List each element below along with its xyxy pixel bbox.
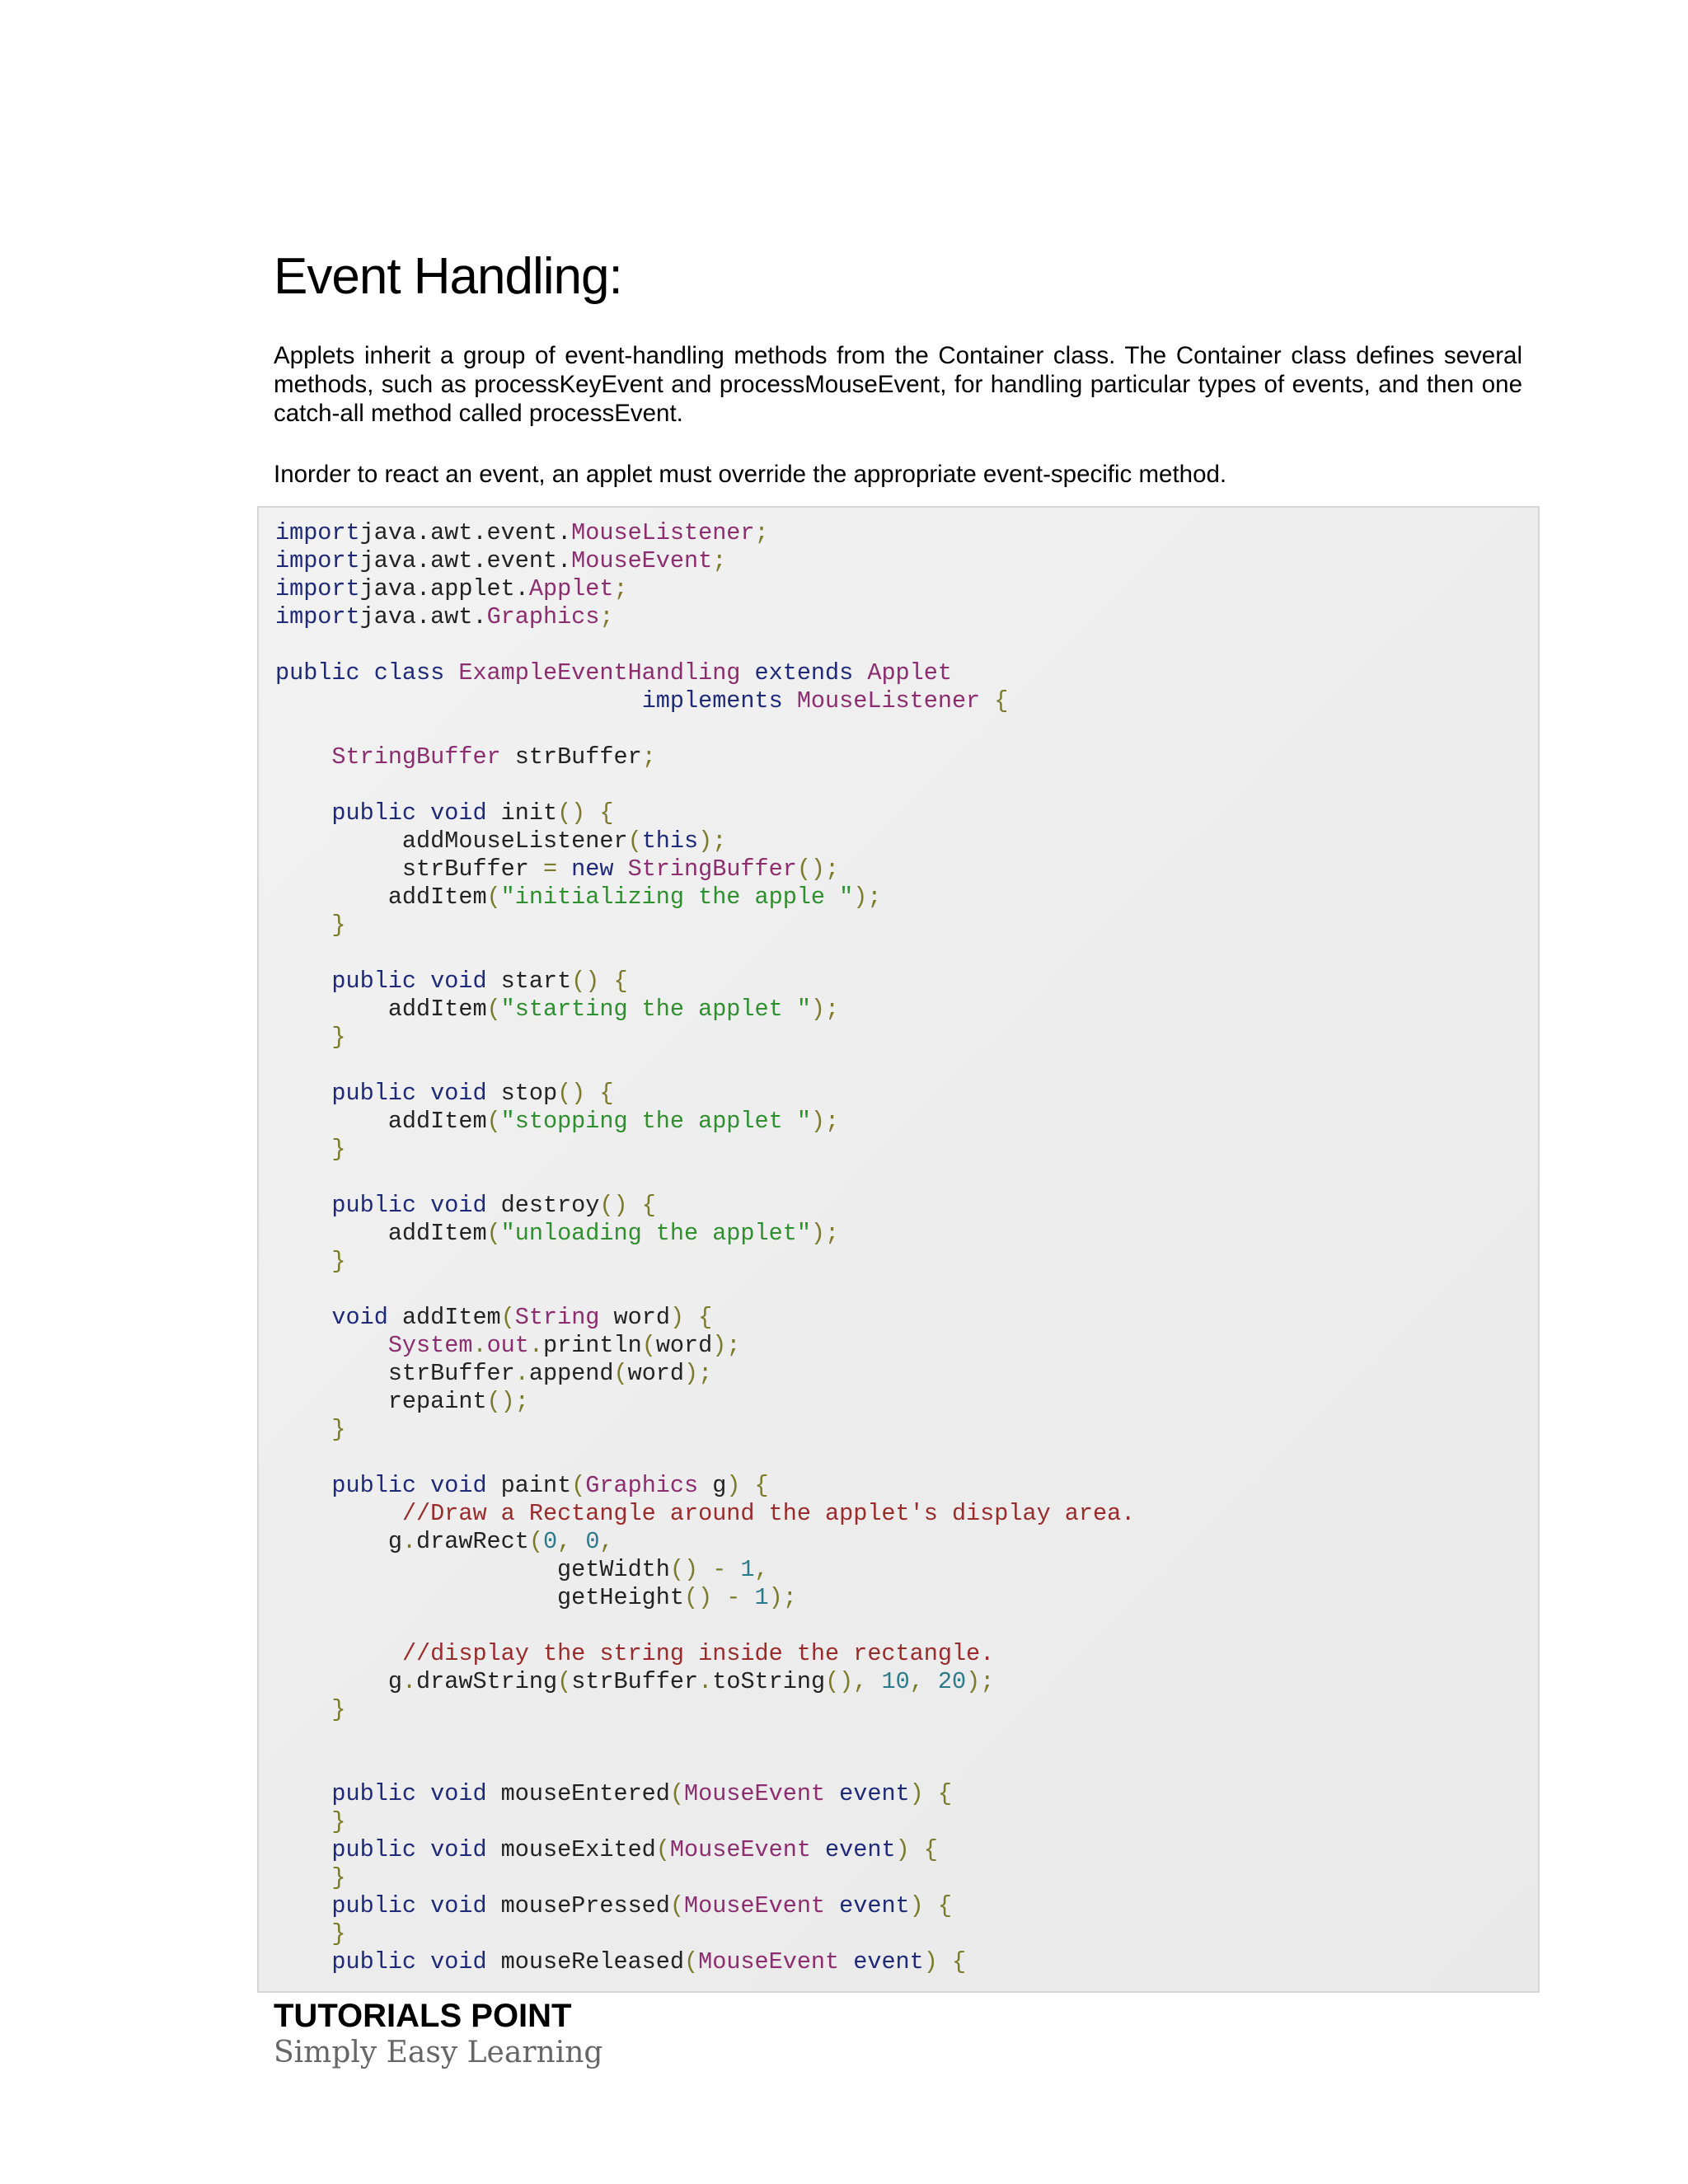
code-line bbox=[275, 996, 1135, 1024]
code-token: } bbox=[331, 912, 346, 939]
code-token: ) { bbox=[669, 1304, 713, 1331]
code-token: extends bbox=[754, 659, 868, 687]
code-token: () { bbox=[557, 1080, 614, 1107]
code-token: getHeight bbox=[275, 1584, 684, 1611]
code-line bbox=[275, 1584, 1135, 1612]
code-token bbox=[275, 1024, 331, 1051]
code-token: ; bbox=[712, 547, 727, 574]
code-token: Graphics bbox=[585, 1472, 713, 1499]
code-token: java.awt. bbox=[359, 603, 487, 630]
code-token: addItem bbox=[401, 1304, 501, 1331]
code-token: ( bbox=[669, 1780, 684, 1807]
code-token: this bbox=[641, 827, 699, 855]
code-token: public void bbox=[331, 968, 501, 995]
code-token: ( bbox=[627, 827, 642, 855]
code-token: word bbox=[613, 1304, 670, 1331]
code-token: addItem bbox=[275, 1220, 487, 1247]
code-token: ) { bbox=[923, 1948, 967, 1975]
code-token: (), bbox=[825, 1668, 882, 1695]
code-token: . bbox=[401, 1668, 417, 1695]
code-line bbox=[275, 519, 1135, 547]
code-token: MouseListener bbox=[796, 687, 995, 715]
code-token: . bbox=[698, 1668, 713, 1695]
code-token: init bbox=[500, 799, 558, 827]
code-token bbox=[275, 743, 331, 771]
code-token: java.awt.event. bbox=[359, 547, 572, 574]
code-token: ); bbox=[712, 1332, 741, 1359]
code-token: append bbox=[528, 1360, 614, 1387]
code-token bbox=[275, 912, 331, 939]
code-token bbox=[275, 1416, 331, 1443]
code-token bbox=[275, 1192, 331, 1219]
code-token: } bbox=[331, 1696, 346, 1723]
footer-tagline: Simply Easy Learning bbox=[274, 2036, 603, 2069]
code-token: ); bbox=[966, 1668, 995, 1695]
code-line bbox=[275, 1024, 1135, 1052]
code-token: 1 bbox=[754, 1584, 769, 1611]
section-heading: Event Handling: bbox=[274, 248, 622, 305]
code-line bbox=[275, 1612, 1135, 1640]
code-line bbox=[275, 1304, 1135, 1332]
code-token: . bbox=[401, 1528, 417, 1555]
code-token: addItem bbox=[275, 1108, 487, 1135]
code-token: stop bbox=[500, 1080, 558, 1107]
code-token: ); bbox=[698, 827, 727, 855]
code-token bbox=[275, 1500, 402, 1527]
code-line bbox=[275, 827, 1135, 855]
code-token: MouseEvent bbox=[571, 547, 713, 574]
code-token: implements bbox=[641, 687, 797, 715]
code-line bbox=[275, 1948, 1135, 1976]
code-token bbox=[275, 1892, 331, 1919]
code-token: . bbox=[514, 1360, 529, 1387]
code-token: (); bbox=[486, 1388, 529, 1415]
code-token: (); bbox=[796, 855, 840, 883]
code-line bbox=[275, 1444, 1135, 1472]
code-token: ( bbox=[528, 1528, 543, 1555]
code-token: ( bbox=[486, 996, 501, 1023]
code-token: ) { bbox=[895, 1836, 938, 1863]
code-line bbox=[275, 743, 1135, 771]
code-line bbox=[275, 1388, 1135, 1416]
code-line bbox=[275, 631, 1135, 659]
code-token bbox=[275, 1920, 331, 1947]
code-line bbox=[275, 883, 1135, 912]
code-token: , bbox=[909, 1668, 938, 1695]
code-token: StringBuffer bbox=[627, 855, 797, 883]
code-line bbox=[275, 1724, 1135, 1752]
code-token: "unloading the applet" bbox=[500, 1220, 811, 1247]
code-token: event bbox=[825, 1836, 896, 1863]
code-token bbox=[275, 687, 642, 715]
code-line bbox=[275, 1836, 1135, 1864]
code-token: ( bbox=[571, 1472, 586, 1499]
code-token: addItem bbox=[275, 996, 487, 1023]
code-token: () { bbox=[599, 1192, 656, 1219]
code-token: mouseEntered bbox=[500, 1780, 670, 1807]
intro-paragraph: Applets inherit a group of event-handling methods from the Container class. The Container class defines several methods, such as processKeyEvent and processMouseEvent, for handling particular types of events, and then one catch-all method called processEvent. bbox=[274, 342, 1522, 427]
code-token: StringBuffer bbox=[331, 743, 515, 771]
code-line bbox=[275, 1360, 1135, 1388]
code-line bbox=[275, 1276, 1135, 1304]
code-token: ) { bbox=[726, 1472, 769, 1499]
code-token: drawString bbox=[416, 1668, 558, 1695]
code-token: ); bbox=[810, 996, 840, 1023]
code-line bbox=[275, 1752, 1135, 1780]
code-token: new bbox=[571, 855, 628, 883]
code-token: Applet bbox=[528, 575, 614, 602]
code-line bbox=[275, 799, 1135, 827]
code-token: drawRect bbox=[416, 1528, 529, 1555]
code-line bbox=[275, 1892, 1135, 1920]
code-token: public void bbox=[331, 1472, 501, 1499]
code-token: ; bbox=[754, 519, 769, 546]
code-token: public class bbox=[275, 659, 459, 687]
code-token: () - bbox=[669, 1556, 741, 1583]
code-line bbox=[275, 1640, 1135, 1668]
code-listing bbox=[275, 519, 1135, 1976]
code-token: public void bbox=[331, 1892, 501, 1919]
code-token: event bbox=[853, 1948, 924, 1975]
code-line bbox=[275, 1416, 1135, 1444]
code-token bbox=[275, 1948, 331, 1975]
code-token: toString bbox=[712, 1668, 826, 1695]
code-token: ( bbox=[486, 1108, 501, 1135]
code-token: 1 bbox=[740, 1556, 755, 1583]
code-token: "starting the applet " bbox=[500, 996, 811, 1023]
code-token: strBuffer bbox=[514, 743, 642, 771]
code-token: MouseEvent bbox=[698, 1948, 854, 1975]
code-token bbox=[275, 968, 331, 995]
code-token: 0 bbox=[542, 1528, 558, 1555]
code-token: , bbox=[557, 1528, 586, 1555]
code-token: "stopping the applet " bbox=[500, 1108, 811, 1135]
code-token bbox=[275, 1780, 331, 1807]
code-block bbox=[257, 506, 1540, 1993]
code-token: strBuffer bbox=[571, 1668, 699, 1695]
code-token: ) { bbox=[909, 1780, 952, 1807]
code-line bbox=[275, 855, 1135, 883]
code-line bbox=[275, 1780, 1135, 1808]
code-token bbox=[275, 1304, 331, 1331]
code-token bbox=[275, 799, 331, 827]
code-token: ( bbox=[557, 1668, 572, 1695]
code-line bbox=[275, 1528, 1135, 1556]
code-token: String bbox=[514, 1304, 614, 1331]
code-line bbox=[275, 771, 1135, 799]
code-token: g bbox=[275, 1528, 402, 1555]
code-token: public void bbox=[331, 799, 501, 827]
code-token: word bbox=[655, 1332, 713, 1359]
code-token bbox=[275, 1836, 331, 1863]
code-token: Applet bbox=[867, 659, 952, 687]
code-token: ); bbox=[768, 1584, 797, 1611]
code-token: word bbox=[627, 1360, 685, 1387]
code-token: System bbox=[387, 1332, 473, 1359]
code-token: } bbox=[331, 1864, 346, 1891]
code-token: import bbox=[275, 547, 360, 574]
code-token: Graphics bbox=[486, 603, 600, 630]
code-line bbox=[275, 1080, 1135, 1108]
code-line bbox=[275, 1808, 1135, 1836]
code-token: public void bbox=[331, 1948, 501, 1975]
override-paragraph: Inorder to react an event, an applet must override the appropriate event-specific method. bbox=[274, 461, 1227, 488]
code-token: ( bbox=[486, 1220, 501, 1247]
code-line bbox=[275, 659, 1135, 687]
code-token: } bbox=[331, 1808, 346, 1835]
code-line bbox=[275, 940, 1135, 968]
code-line bbox=[275, 1920, 1135, 1948]
code-token: ( bbox=[655, 1836, 670, 1863]
code-token bbox=[275, 1640, 402, 1667]
code-token: . bbox=[472, 1332, 487, 1359]
code-token: void bbox=[331, 1304, 402, 1331]
code-line bbox=[275, 1332, 1135, 1360]
code-token: MouseEvent bbox=[684, 1892, 840, 1919]
code-line bbox=[275, 1220, 1135, 1248]
code-token: mousePressed bbox=[500, 1892, 670, 1919]
code-token: } bbox=[331, 1136, 346, 1163]
code-token: MouseListener bbox=[571, 519, 755, 546]
code-token: public void bbox=[331, 1780, 501, 1807]
code-token: import bbox=[275, 603, 360, 630]
code-token: //display the string inside the rectangle. bbox=[401, 1640, 995, 1667]
code-line bbox=[275, 575, 1135, 603]
code-token: ( bbox=[613, 1360, 628, 1387]
code-token: ; bbox=[613, 575, 628, 602]
code-token: ( bbox=[641, 1332, 656, 1359]
code-token: ); bbox=[684, 1360, 713, 1387]
code-line bbox=[275, 1108, 1135, 1136]
code-token: "initializing the apple " bbox=[500, 883, 854, 911]
code-token: println bbox=[542, 1332, 642, 1359]
code-line bbox=[275, 1136, 1135, 1164]
code-token: paint bbox=[500, 1472, 572, 1499]
code-line bbox=[275, 1864, 1135, 1892]
code-token: 10 bbox=[881, 1668, 910, 1695]
code-token: ); bbox=[853, 883, 882, 911]
code-token: () { bbox=[571, 968, 628, 995]
code-token bbox=[275, 1808, 331, 1835]
code-token: g bbox=[275, 1668, 402, 1695]
code-token: { bbox=[994, 687, 1009, 715]
code-token: } bbox=[331, 1416, 346, 1443]
code-line bbox=[275, 1052, 1135, 1080]
code-token bbox=[275, 1136, 331, 1163]
code-line bbox=[275, 1696, 1135, 1724]
code-line bbox=[275, 1248, 1135, 1276]
code-token: 20 bbox=[937, 1668, 967, 1695]
code-line bbox=[275, 968, 1135, 996]
code-token: public void bbox=[331, 1836, 501, 1863]
code-token: addMouseListener bbox=[275, 827, 628, 855]
code-token: ); bbox=[810, 1108, 840, 1135]
code-token: } bbox=[331, 1024, 346, 1051]
code-token: getWidth bbox=[275, 1556, 670, 1583]
code-line bbox=[275, 1556, 1135, 1584]
code-token: ) { bbox=[909, 1892, 952, 1919]
code-token: ( bbox=[669, 1892, 684, 1919]
code-line bbox=[275, 603, 1135, 631]
code-token bbox=[275, 1332, 388, 1359]
code-token: import bbox=[275, 519, 360, 546]
code-token: } bbox=[331, 1920, 346, 1947]
code-line bbox=[275, 687, 1135, 715]
code-token: event bbox=[839, 1780, 910, 1807]
code-token bbox=[275, 1248, 331, 1275]
code-token bbox=[275, 1696, 331, 1723]
code-token: , bbox=[754, 1556, 769, 1583]
code-line bbox=[275, 1500, 1135, 1528]
code-token: ); bbox=[810, 1220, 840, 1247]
code-token: java.awt.event. bbox=[359, 519, 572, 546]
code-line bbox=[275, 1472, 1135, 1500]
code-token: out bbox=[486, 1332, 529, 1359]
code-token bbox=[275, 1864, 331, 1891]
code-token: //Draw a Rectangle around the applet's display area. bbox=[401, 1500, 1136, 1527]
code-token: MouseEvent bbox=[684, 1780, 840, 1807]
code-line bbox=[275, 715, 1135, 743]
code-line bbox=[275, 547, 1135, 575]
code-token: public void bbox=[331, 1192, 501, 1219]
code-token: java.applet. bbox=[359, 575, 529, 602]
code-token: strBuffer bbox=[275, 855, 543, 883]
code-token bbox=[275, 1080, 331, 1107]
code-token: () { bbox=[557, 799, 614, 827]
code-line bbox=[275, 1164, 1135, 1192]
code-token: MouseEvent bbox=[669, 1836, 826, 1863]
code-token: ( bbox=[684, 1948, 699, 1975]
code-token: event bbox=[839, 1892, 910, 1919]
code-token: import bbox=[275, 575, 360, 602]
code-token: repaint bbox=[275, 1388, 487, 1415]
code-line bbox=[275, 1668, 1135, 1696]
footer-brand: TUTORIALS POINT bbox=[274, 1998, 572, 2034]
code-token: strBuffer bbox=[275, 1360, 515, 1387]
code-token: , bbox=[599, 1528, 614, 1555]
code-token: public void bbox=[331, 1080, 501, 1107]
code-token: ; bbox=[599, 603, 614, 630]
code-token: destroy bbox=[500, 1192, 600, 1219]
code-token: () - bbox=[683, 1584, 755, 1611]
code-token: mouseExited bbox=[500, 1836, 656, 1863]
code-token: addItem bbox=[275, 883, 487, 911]
code-token: start bbox=[500, 968, 572, 995]
code-token bbox=[275, 1472, 331, 1499]
code-token: g bbox=[712, 1472, 727, 1499]
code-token: ( bbox=[486, 883, 501, 911]
code-token: } bbox=[331, 1248, 346, 1275]
code-token: ( bbox=[500, 1304, 515, 1331]
code-token: 0 bbox=[585, 1528, 600, 1555]
code-token: = bbox=[542, 855, 572, 883]
code-token: . bbox=[528, 1332, 543, 1359]
code-token: ExampleEventHandling bbox=[458, 659, 755, 687]
code-token: ; bbox=[641, 743, 656, 771]
code-line bbox=[275, 912, 1135, 940]
code-token: mouseReleased bbox=[500, 1948, 684, 1975]
code-line bbox=[275, 1192, 1135, 1220]
